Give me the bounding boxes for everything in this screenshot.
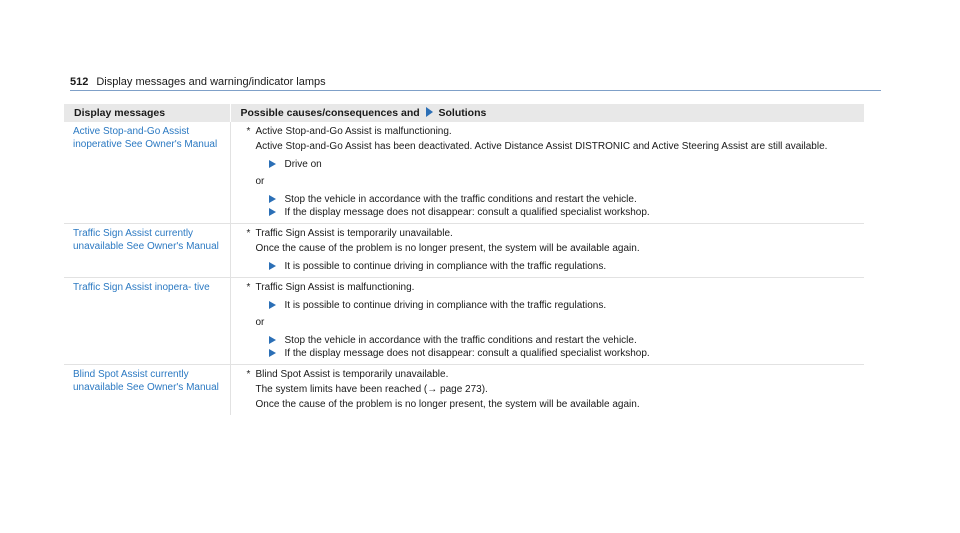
cause-text: Blind Spot Assist is temporarily unavailable.: [255, 369, 449, 380]
cause: [247, 368, 855, 381]
step-arrow-icon: [269, 299, 285, 312]
table-row: [64, 278, 864, 365]
solution-step-text: Stop the vehicle in accordance with the traffic conditions and restart the vehicle.: [284, 194, 637, 205]
solution-step: [269, 299, 855, 312]
or-separator: or: [255, 317, 265, 328]
cause-bullet: *: [246, 228, 251, 239]
solution-step: [269, 158, 855, 171]
cause-bullet: *: [246, 369, 251, 380]
cause-detail: The system limits have been reached (→ page 273).: [255, 384, 488, 395]
solution-step: [269, 206, 855, 219]
display-message: Traffic Sign Assist currently unavailable See Owner's Manual: [64, 224, 230, 278]
solution-arrow-icon: [426, 107, 433, 117]
page-number: 512: [70, 76, 89, 88]
display-messages-table: [64, 104, 864, 415]
solution-step: [269, 347, 855, 360]
display-message: Blind Spot Assist currently unavailable See Owner's Manual: [64, 365, 230, 416]
step-arrow-icon: [269, 206, 285, 219]
page-header: [70, 76, 881, 91]
solution-step-text: Stop the vehicle in accordance with the traffic conditions and restart the vehicle.: [284, 335, 637, 346]
cause: [247, 281, 855, 294]
column-header-causes-solutions: [230, 104, 864, 122]
display-message: Active Stop-and-Go Assist inoperative See Owner's Manual: [64, 122, 230, 224]
cause-detail: Once the cause of the problem is no longer present, the system will be available again.: [255, 399, 640, 410]
cause-text: Traffic Sign Assist is temporarily unavailable.: [255, 228, 453, 239]
section-title: Display messages and warning/indicator lamps: [96, 76, 326, 88]
solution-step: [269, 193, 855, 206]
step-arrow-icon: [269, 158, 285, 171]
causes-solutions-cell: [230, 224, 864, 278]
step-arrow-icon: [269, 347, 285, 360]
cause-bullet: *: [246, 126, 251, 137]
solution-step-text: If the display message does not disappear: consult a qualified specialist workshop.: [284, 207, 650, 218]
step-arrow-icon: [269, 193, 285, 206]
solution-step: [269, 334, 855, 347]
table-row: [64, 224, 864, 278]
solution-step-text: Drive on: [284, 159, 322, 170]
display-message: Traffic Sign Assist inopera- tive: [64, 278, 230, 365]
step-arrow-icon: [269, 334, 285, 347]
step-arrow-icon: [269, 260, 285, 273]
causes-solutions-cell: [230, 365, 864, 416]
causes-solutions-cell: [230, 278, 864, 365]
column-header-display-messages: Display messages: [64, 104, 230, 122]
solution-step: [269, 260, 855, 273]
causes-solutions-cell: [230, 122, 864, 224]
table-row: [64, 122, 864, 224]
cause: [247, 125, 855, 138]
cause-bullet: *: [246, 282, 251, 293]
table-header-row: [64, 104, 864, 122]
or-separator: or: [255, 176, 265, 187]
cause-text: Traffic Sign Assist is malfunctioning.: [255, 282, 415, 293]
table-row: [64, 365, 864, 416]
solution-step-text: It is possible to continue driving in compliance with the traffic regulations.: [284, 261, 607, 272]
cause-text: Active Stop-and-Go Assist is malfunctioning.: [255, 126, 452, 137]
solution-step-text: If the display message does not disappear: consult a qualified specialist workshop.: [284, 348, 650, 359]
cause: [247, 227, 855, 240]
cause-detail: Active Stop-and-Go Assist has been deactivated. Active Distance Assist DISTRONIC and Active Steering Assist are still available.: [255, 141, 828, 152]
causes-header-label: Possible causes/consequences and: [240, 106, 420, 119]
solutions-header-label: Solutions: [438, 106, 487, 119]
solution-step-text: It is possible to continue driving in compliance with the traffic regulations.: [284, 300, 607, 311]
cause-detail: Once the cause of the problem is no longer present, the system will be available again.: [255, 243, 640, 254]
